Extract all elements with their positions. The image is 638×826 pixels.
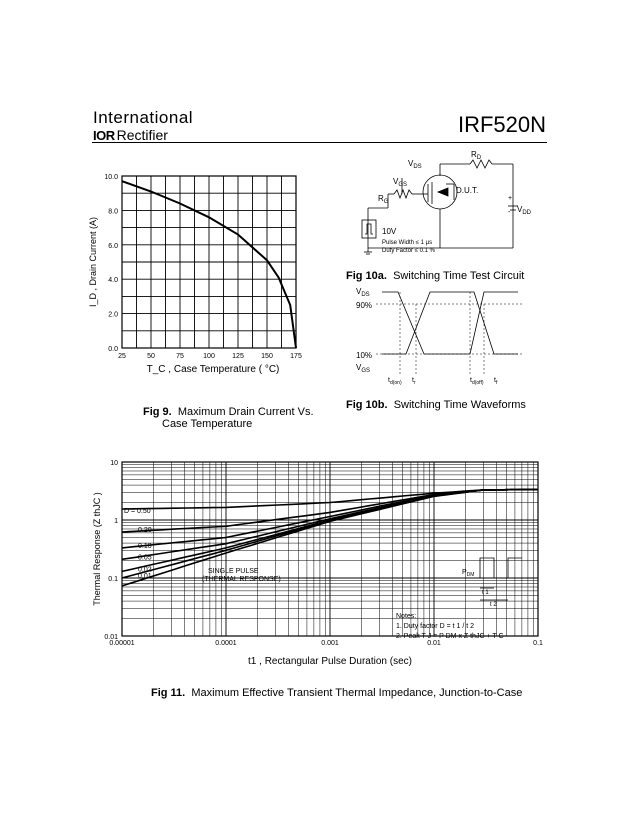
fig11-series-label: 0.02 (138, 566, 152, 574)
fig11-x-tick: 0.00001 (109, 640, 135, 647)
fig10b-10: 10% (356, 351, 373, 360)
fig9-xlabel: T_C , Case Temperature ( °C) (146, 364, 280, 375)
fig9-x-ticks (118, 353, 302, 360)
fig9-y-tick: 0.0 (108, 346, 118, 353)
fig11-t1: t 1 (482, 590, 489, 596)
fig11-note1: 1. Duty factor D = t 1 / t 2 (396, 623, 475, 630)
fig10a-caption-text: Switching Time Test Circuit (393, 270, 525, 282)
fig9-y-tick: 2.0 (108, 311, 118, 319)
fig11-series-label: 0.05 (138, 554, 152, 562)
fig11-xlabel: t1 , Rectangular Pulse Duration (sec) (248, 656, 412, 667)
fig11-x-tick: 0.01 (427, 640, 441, 647)
fig9-caption (143, 406, 314, 430)
fig11-caption-num: Fig 11. (151, 687, 186, 699)
fig9-ylabel: I_D , Drain Current (A) (88, 216, 98, 308)
fig9-x-tick: 100 (203, 353, 215, 360)
fig10a-vdd: $V_{DD}$ (517, 205, 532, 216)
fig11-chart (80, 452, 560, 672)
logo-rectifier (93, 127, 168, 143)
fig10a-vdd-plus: + (508, 195, 513, 202)
fig9-y-tick: 4.0 (108, 277, 118, 285)
fig9-y-tick: 6.0 (108, 242, 118, 250)
fig9-x-tick: 75 (176, 353, 184, 360)
fig11-y-tick: 10 (110, 460, 118, 467)
fig9-grid (122, 176, 296, 348)
fig10a-vdd-minus: - (508, 209, 511, 216)
fig10a-circuit (358, 148, 538, 270)
fig10b-tdon: $t_{d(on)}$ (388, 377, 402, 386)
fig11-note2: 2. Peak T J = P DM x Z thJC + T C (396, 633, 504, 640)
fig11-y-ticks (104, 460, 118, 641)
fig11-x-ticks (109, 640, 543, 647)
fig10b-90: 90% (356, 301, 373, 310)
fig11-series-label: D = 0.50 (124, 507, 151, 515)
fig11-series-label: 0.10 (138, 542, 152, 550)
fig11-y-tick: 1 (114, 518, 118, 525)
fig9-y-tick: 8.0 (108, 208, 118, 216)
fig10a-rd: $R_D$ (471, 150, 482, 161)
fig9-caption-text: Maximum Drain Current Vs. (177, 406, 314, 418)
fig11-y-tick: 0.01 (104, 634, 118, 641)
fig11-x-tick: 0.1 (533, 640, 543, 647)
fig9-x-tick: 150 (261, 353, 273, 360)
fig10a-vds: $V_{DS}$ (408, 159, 422, 170)
fig10b-caption (346, 399, 526, 411)
fig11-grid (122, 462, 538, 636)
fig10a-pulse-width: Pulse Width ≤ 1 µs (382, 240, 433, 246)
fig11-caption (151, 687, 522, 699)
logo-international: International (93, 108, 194, 127)
fig11-series-label: 0.01 (138, 573, 152, 581)
fig11-notes-title: Notes: (396, 613, 417, 620)
fig10a-rg: $R_G$ (378, 194, 389, 205)
fig11-ylabel: Thermal Response (Z thJC ) (92, 492, 102, 606)
fig11-t2: t 2 (490, 602, 497, 608)
fig10a-caption-num: Fig 10a. (346, 270, 387, 282)
fig11-y-tick: 0.1 (108, 576, 118, 583)
fig10a-vgs: $V_{GS}$ (393, 177, 408, 188)
fig10b-waveforms (352, 284, 528, 390)
fig9-caption-num: Fig 9. (143, 406, 172, 418)
fig10a-duty-factor: Duty Factor ≤ 0.1 % (382, 248, 435, 254)
fig11-x-tick: 0.001 (321, 640, 339, 647)
fig10b-tf: $t_f$ (494, 377, 498, 386)
fig10a-caption (346, 270, 524, 282)
logo-rectifier-text: Rectifier (116, 127, 168, 143)
fig9-y-tick: 10.0 (104, 174, 118, 181)
fig11-thermal-response: (THERMAL RESPONSE) (202, 576, 281, 583)
fig9-x-tick: 125 (232, 353, 244, 360)
fig9-x-tick: 25 (118, 353, 126, 360)
fig9-chart (80, 168, 320, 383)
fig11-caption-text: Maximum Effective Transient Thermal Impedance, Junction-to-Case (191, 687, 523, 699)
fig10b-caption-num: Fig 10b. (346, 399, 388, 411)
fig10b-caption-text: Switching Time Waveforms (393, 399, 526, 411)
part-number: IRF520N (457, 112, 546, 137)
header-rule (92, 142, 547, 143)
fig11-inset (466, 558, 522, 600)
fig11-single-pulse: SINGLE PULSE (208, 568, 259, 575)
fig11-pdm: $P_{DM}$ (462, 569, 475, 578)
fig10b-vds: $V_{DS}$ (356, 287, 370, 298)
fig11-x-tick: 0.0001 (215, 640, 237, 647)
logo-ior: IOR (93, 128, 115, 143)
fig10a-10v: 10V (382, 227, 397, 236)
fig10a-dut: D.U.T. (456, 186, 479, 195)
fig9-y-ticks (104, 174, 118, 353)
fig9-x-tick: 175 (290, 353, 302, 360)
fig9-caption-text2: Case Temperature (162, 418, 253, 430)
fig9-x-tick: 50 (147, 353, 155, 360)
fig11-series-label: 0.20 (138, 527, 152, 535)
fig10b-tr: $t_r$ (412, 377, 416, 386)
fig10b-tdoff: $t_{d(off)}$ (470, 377, 484, 386)
fig10b-vgs: $V_{GS}$ (356, 363, 371, 374)
